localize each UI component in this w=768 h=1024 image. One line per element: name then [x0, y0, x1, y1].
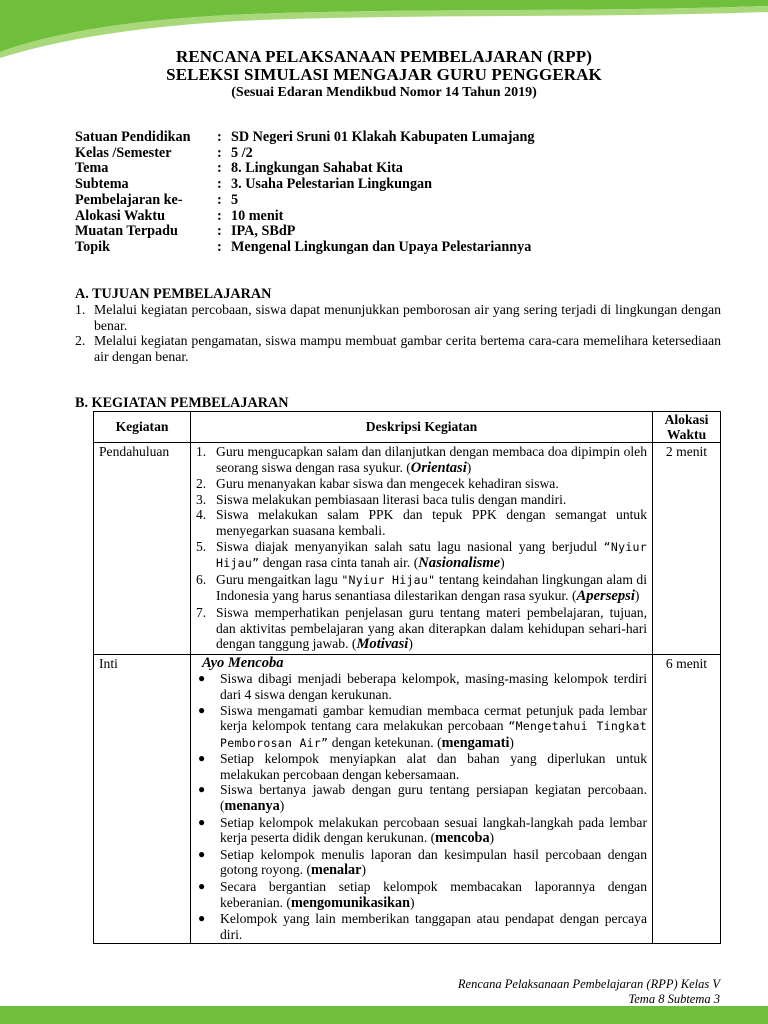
step-text: Setiap kelompok menyiapkan alat dan bahan yang diperlukan untuk melakukan percobaan dengan kebersamaan. [220, 751, 647, 782]
experiment-title: “Mengetahui Tingkat Pemborosan Air” [220, 719, 648, 750]
section-b-heading: B. KEGIATAN PEMBELAJARAN [75, 395, 289, 411]
keyword: menalar [311, 862, 362, 879]
step-text: Siswa melakukan pembiasaan literasi baca tulis dengan mandiri. [216, 491, 567, 507]
list-item [196, 751, 647, 782]
colon: : [217, 144, 222, 161]
step-text: dengan rasa cinta tanah air. ( [259, 555, 419, 571]
bullet-icon: ● [198, 782, 206, 797]
colon: : [217, 160, 222, 177]
footer-line: Rencana Pelaksanaan Pembelajaran (RPP) Kelas V [457, 977, 720, 991]
list-item: 1. Guru mengucapkan salam dan dilanjutkan dengan membaca doa dipimpin oleh seorang siswa dengan rasa syukur. (Orientasi) [196, 444, 647, 476]
identity-row [75, 177, 755, 193]
identity-label: Satuan Pendidikan [75, 129, 191, 145]
identity-label: Tema [75, 160, 109, 177]
step-text: Guru menanyakan kabar siswa dan mengecek kehadiran siswa. [216, 476, 559, 492]
list-item: 4. Siswa melakukan salam PPK dan tepuk PPK dengan semangat untuk menyegarkan suasana kembali. [196, 507, 647, 538]
phase-description [191, 654, 653, 944]
identity-label: Kelas /Semester [75, 144, 172, 161]
identity-value: 5 /2 [231, 144, 253, 161]
document-title-block [0, 48, 768, 101]
list-item: 5. Siswa diajak menyanyikan salah satu lagu nasional yang berjudul “Nyiur Hijau” dengan rasa cinta tanah air. (Nasionalisme) [196, 538, 647, 572]
keyword: Nasionalisme [418, 555, 501, 572]
identity-value: 8. Lingkungan Sahabat Kita [231, 160, 403, 177]
list-item [196, 671, 647, 702]
keyword: Apersepsi [576, 588, 635, 605]
list-item [196, 911, 647, 942]
step-text: Setiap kelompok menulis laporan dan kesimpulan hasil percobaan dengan gotong royong. ( [220, 846, 647, 878]
goal-text: Melalui kegiatan pengamatan, siswa mampu membuat gambar cerita bertema cara-cara memelihara ketersediaan air dengan benar. [94, 333, 721, 365]
bullet-icon: ● [198, 751, 206, 766]
step-text: Siswa bertanya jawab dengan guru tentang persiapan kegiatan percobaan. ( [220, 782, 647, 814]
phase-time: 2 menit [653, 443, 721, 655]
identity-label: Topik [75, 238, 110, 255]
page-footer [458, 977, 720, 1007]
phase-label: Pendahuluan [94, 443, 191, 655]
step-text: Guru mengaitkan lagu [216, 571, 342, 587]
table-header-row [94, 412, 721, 443]
goal-item [75, 333, 721, 364]
section-a-heading: A. TUJUAN PEMBELAJARAN [75, 286, 272, 302]
colon: : [217, 129, 222, 145]
document-note: (Sesuai Edaran Mendikbud Nomor 14 Tahun 2019) [231, 85, 537, 100]
goal-text: Melalui kegiatan percobaan, siswa dapat menunjukkan pemborosan air yang sering terjadi di lingkungan dengan benar. [94, 302, 721, 333]
keyword: menanya [224, 798, 280, 815]
phase-label: Inti [94, 654, 191, 944]
identity-value: Mengenal Lingkungan dan Upaya Pelestariannya [231, 238, 532, 255]
list-item: ● Setiap kelompok menulis laporan dan kesimpulan hasil percobaan dengan gotong royong. (menalar) [198, 846, 647, 879]
header-alokasi: Alokasi Waktu [653, 412, 721, 443]
keyword: Orientasi [410, 459, 467, 476]
colon: : [217, 223, 222, 240]
step-text: Secara bergantian setiap kelompok membacakan laporannya dengan keberanian. ( [220, 879, 647, 910]
goal-item [75, 302, 721, 333]
identity-label: Pembelajaran ke- [75, 191, 183, 208]
keyword: mengomunikasikan [290, 894, 411, 911]
list-item: 7. Siswa memperhatikan penjelasan guru tentang materi pembelajaran, tujuan, dan aktivitas pembelajaran yang akan diterapkan dalam kehidupan sehari-hari dengan tanggung jawab. (Motivasi) [196, 604, 647, 653]
table-row [94, 443, 721, 655]
footer-band-decoration [0, 1006, 768, 1024]
step-text: Siswa dibagi menjadi beberapa kelompok, masing-masing kelompok terdiri dari 4 siswa dengan kerukunan. [220, 671, 647, 702]
step-text: Siswa mengamati gambar kemudian membaca cermat petunjuk pada lembar kerja kelompok tentang cara melakukan percobaan [220, 702, 647, 734]
identity-block [75, 130, 755, 256]
phase-time: 6 menit [653, 654, 721, 944]
identity-label: Muatan Terpadu [75, 223, 178, 240]
step-text: Guru mengucapkan salam dan dilanjutkan dengan membaca doa dipimpin oleh seorang siswa dengan rasa syukur. ( [216, 444, 647, 475]
list-item: ● Siswa bertanya jawab dengan guru tentang persiapan kegiatan percobaan. (menanya) [198, 782, 647, 815]
identity-value: 5 [231, 191, 239, 208]
list-item: ● Secara bergantian setiap kelompok membacakan laporannya dengan keberanian. (mengomunikasikan) [198, 879, 647, 911]
list-item: 3. Siswa melakukan pembiasaan literasi baca tulis dengan mandiri. [196, 492, 647, 508]
identity-value: 3. Usaha Pelestarian Lingkungan [231, 176, 433, 193]
footer-line: Tema 8 Subtema 3 [628, 992, 720, 1006]
list-item: ● Setiap kelompok melakukan percobaan sesuai langkah-langkah pada lembar kerja peserta didik dengan kerukunan. (mencoba) [198, 814, 647, 847]
phase-description [191, 443, 653, 655]
bullet-icon: ● [198, 911, 206, 926]
document-subtitle: SELEKSI SIMULASI MENGAJAR GURU PENGGERAK [166, 65, 602, 84]
identity-label: Subtema [75, 176, 129, 193]
keyword: mengamati [441, 734, 510, 751]
step-text: Siswa melakukan salam PPK dan tepuk PPK dengan semangat untuk menyegarkan suasana kembali. [216, 507, 647, 538]
bullet-icon: ● [198, 879, 206, 894]
learning-goals-list [75, 302, 721, 365]
colon: : [217, 191, 222, 208]
goal-number: 1. [75, 302, 86, 317]
identity-row [75, 224, 755, 240]
identity-row [75, 209, 755, 225]
goal-number: 2. [75, 333, 86, 349]
step-text: dengan ketekunan. ( [328, 734, 442, 750]
step-text: tentang keindahan lingkungan alam di Indonesia yang harus senantiasa dilestarikan dengan rasa syukur. ( [216, 571, 647, 604]
bullet-icon: ● [198, 702, 206, 717]
identity-value: 10 menit [231, 207, 284, 224]
keyword: Motivasi [356, 636, 409, 653]
bullet-icon: ● [198, 671, 206, 686]
step-text: Siswa memperhatikan penjelasan guru tentang materi pembelajaran, tujuan, dan aktivitas pembelajaran yang akan diterapkan dalam kehidupan sehari-hari dengan tanggung jawab. ( [216, 604, 647, 652]
header-kegiatan: Kegiatan [94, 412, 191, 443]
colon: : [217, 176, 222, 193]
step-text: Setiap kelompok melakukan percobaan sesuai langkah-langkah pada lembar kerja peserta didik dengan kerukunan. ( [220, 814, 647, 846]
step-text: Siswa diajak menyanyikan salah satu lagu nasional yang berjudul [216, 538, 598, 554]
list-item: 6. Guru mengaitkan lagu "Nyiur Hijau" tentang keindahan lingkungan alam di Indonesia yang harus senantiasa dilestarikan dengan rasa syukur. (Apersepsi) [196, 571, 647, 605]
table-row [94, 654, 721, 944]
colon: : [217, 238, 222, 255]
bullet-icon: ● [198, 814, 206, 829]
list-item: ● Siswa mengamati gambar kemudian membaca cermat petunjuk pada lembar kerja kelompok tentang cara melakukan percobaan “Mengetahui Tingkat Pemborosan Air” dengan ketekunan. (mengamati) [198, 702, 648, 751]
activities-table [93, 411, 721, 944]
keyword: mencoba [435, 830, 490, 847]
identity-row [75, 146, 755, 162]
song-title: “Nyiur Hijau” [216, 539, 647, 571]
colon: : [217, 207, 222, 224]
identity-row [75, 193, 755, 209]
song-title: "Nyiur Hijau" [341, 572, 436, 587]
document-title: RENCANA PELAKSANAAN PEMBELAJARAN (RPP) [175, 47, 593, 66]
identity-label: Alokasi Waktu [75, 207, 166, 224]
activity-heading: Ayo Mencoba [202, 654, 284, 671]
header-deskripsi: Deskripsi Kegiatan [191, 412, 653, 443]
identity-row [75, 161, 755, 177]
step-text: Kelompok yang lain memberikan tanggapan atau pendapat dengan percaya diri. [220, 911, 647, 942]
list-item: 2. Guru menanyakan kabar siswa dan mengecek kehadiran siswa. [196, 476, 647, 492]
identity-value: SD Negeri Sruni 01 Klakah Kabupaten Lumajang [231, 129, 535, 145]
identity-value: IPA, SBdP [231, 223, 296, 240]
identity-row [75, 130, 755, 146]
bullet-icon: ● [198, 846, 206, 861]
identity-row [75, 240, 755, 256]
